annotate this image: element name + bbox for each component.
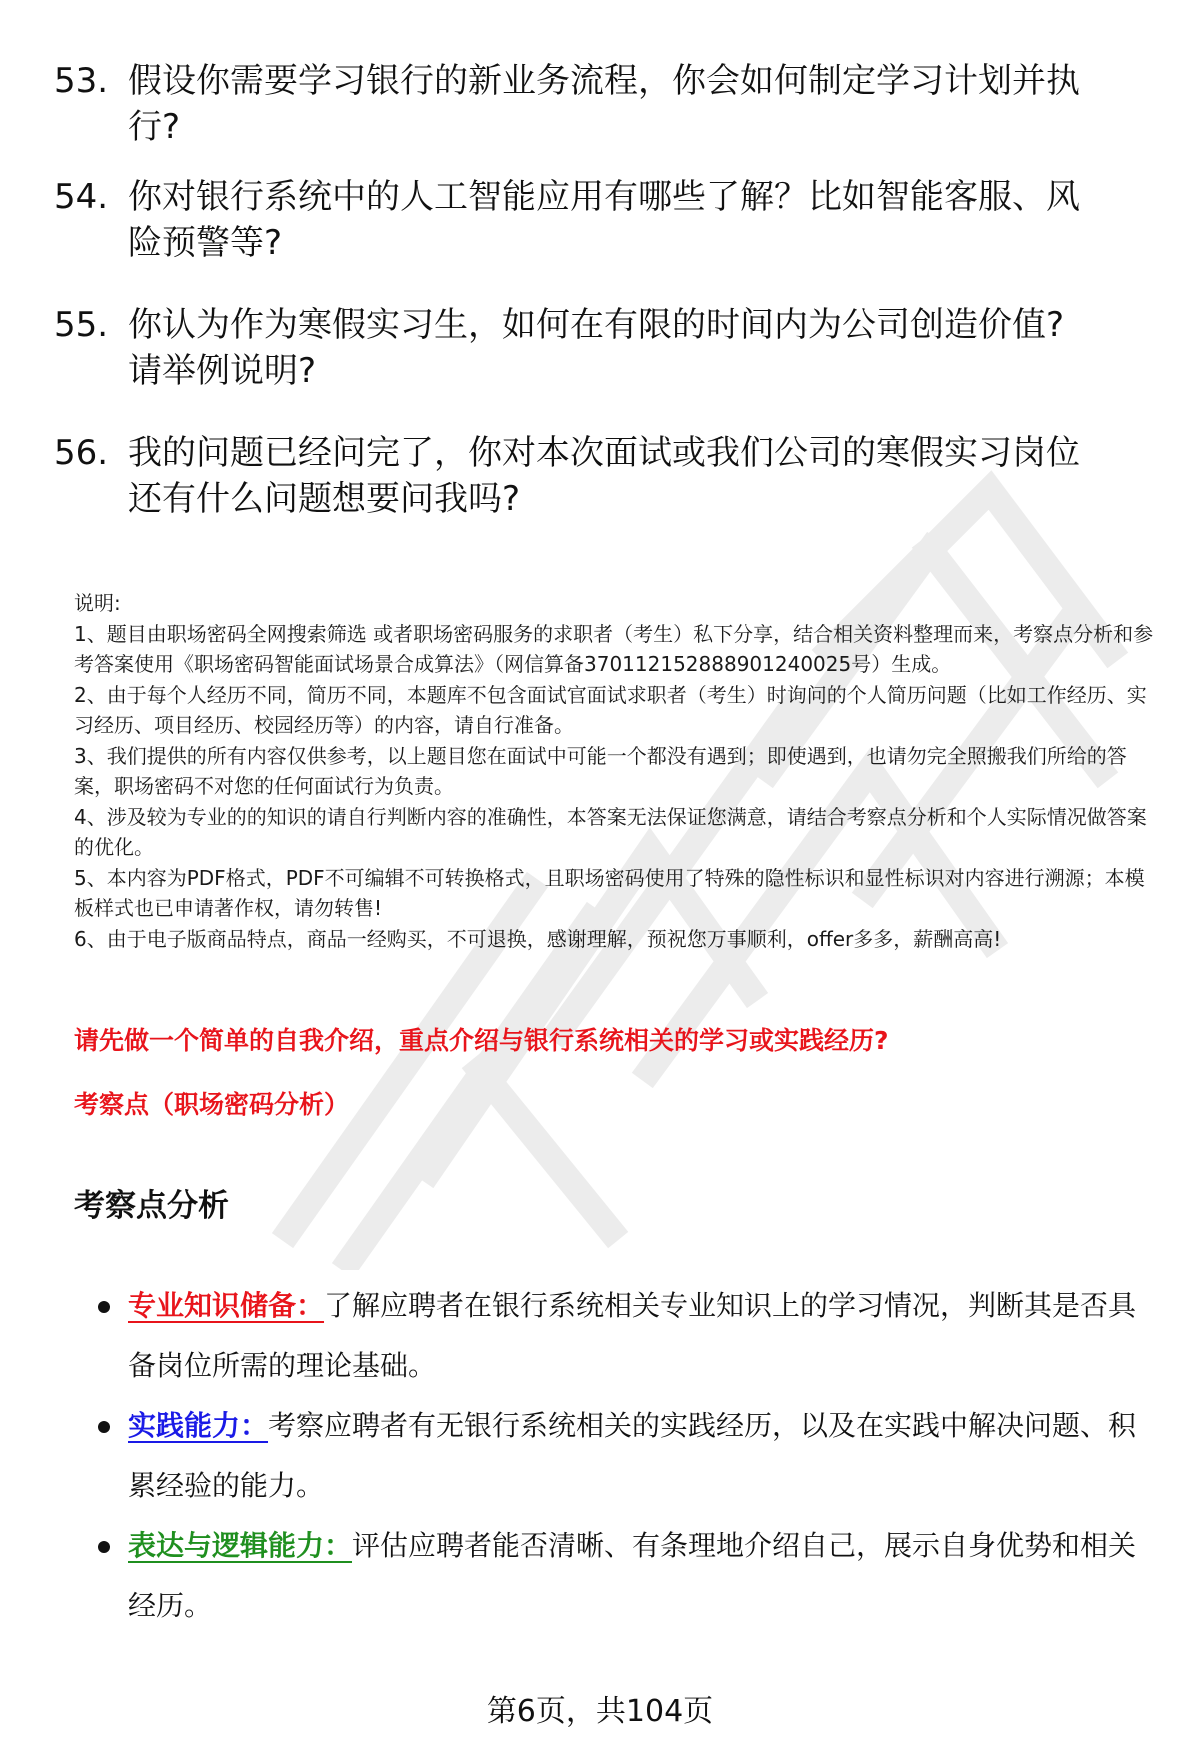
disclaimer-notes xyxy=(74,588,1159,954)
analysis-bullet-list xyxy=(96,1276,1161,1636)
notes-item-2: 2、由于每个人经历不同，简历不同，本题库不包含面试官面试求职者（考生）时询问的个人简历问题（比如工作经历、实习经历、项目经历、校园经历等）的内容，请自行准备。 xyxy=(74,682,1147,737)
bullet-professional-knowledge xyxy=(96,1276,1161,1396)
bullet-text: 评估应聘者能否清晰、有条理地介绍自己，展示自身优势和相关经历。 xyxy=(128,1529,1137,1622)
bullet-term: 表达与逻辑能力： xyxy=(128,1529,353,1562)
question-54 xyxy=(54,174,1154,266)
question-53 xyxy=(54,58,1154,150)
bullet-text: 考察应聘者有无银行系统相关的实践经历，以及在实践中解决问题、积累经验的能力。 xyxy=(128,1409,1137,1502)
bullet-term: 实践能力： xyxy=(128,1409,269,1442)
section-title: 考察点分析 xyxy=(74,1188,229,1224)
question-text-line2: 还有什么问题想要问我吗? xyxy=(128,479,521,519)
bullet-text: 了解应聘者在银行系统相关专业知识上的学习情况，判断其是否具备岗位所需的理论基础。 xyxy=(128,1289,1137,1382)
bullet-dot-icon xyxy=(96,1276,128,1396)
question-text-line2: 险预警等? xyxy=(128,223,283,263)
notes-item-4: 4、涉及较为专业的的知识的请自行判断内容的准确性，本答案无法保证您满意，请结合考察点分析和个人实际情况做答案的优化。 xyxy=(74,804,1147,859)
featured-question: 请先做一个简单的自我介绍，重点介绍与银行系统相关的学习或实践经历? xyxy=(74,1026,889,1055)
question-text-line1: 你对银行系统中的人工智能应用有哪些了解？比如智能客服、风 xyxy=(128,177,1080,217)
bullet-expression-logic xyxy=(96,1516,1161,1636)
bullet-practical-ability xyxy=(96,1396,1161,1516)
question-text-line1: 你认为作为寒假实习生，如何在有限的时间内为公司创造价值? xyxy=(128,305,1065,345)
question-number: 53. xyxy=(54,61,109,101)
notes-title: 说明: xyxy=(74,591,121,615)
question-55 xyxy=(54,302,1154,394)
notes-item-1: 1、题目由职场密码全网搜索筛选 或者职场密码服务的求职者（考生）私下分享，结合相关资料整理而来，考察点分析和参考答案使用《职场密码智能面试场景合成算法》（网信算备370112152888901240025号）生成。 xyxy=(74,621,1154,676)
notes-item-6: 6、由于电子版商品特点，商品一经购买，不可退换，感谢理解，预祝您万事顺利，offer多多，薪酬高高! xyxy=(74,926,1002,951)
bullet-term: 专业知识储备： xyxy=(128,1289,325,1322)
notes-item-5: 5、本内容为PDF格式，PDF不可编辑不可转换格式，且职场密码使用了特殊的隐性标识和显性标识对内容进行溯源；本模板样式也已申请著作权，请勿转售! xyxy=(74,865,1145,920)
bullet-dot-icon xyxy=(96,1396,128,1516)
bullet-dot-icon xyxy=(96,1516,128,1636)
question-number: 54. xyxy=(54,177,109,217)
question-text-line2: 行? xyxy=(128,107,181,147)
question-text-line1: 假设你需要学习银行的新业务流程，你会如何制定学习计划并执 xyxy=(128,61,1080,101)
question-number: 55. xyxy=(54,305,109,345)
notes-item-3: 3、我们提供的所有内容仅供参考，以上题目您在面试中可能一个都没有遇到；即使遇到，也请勿完全照搬我们所给的答案，职场密码不对您的任何面试行为负责。 xyxy=(74,743,1127,798)
question-text-line2: 请举例说明? xyxy=(128,351,317,391)
page-number: 第6页，共104页 xyxy=(486,1694,714,1729)
question-number: 56. xyxy=(54,433,109,473)
analysis-label: 考察点（职场密码分析） xyxy=(74,1090,350,1119)
question-56 xyxy=(54,430,1154,522)
question-text-line1: 我的问题已经问完了，你对本次面试或我们公司的寒假实习岗位 xyxy=(128,433,1080,473)
